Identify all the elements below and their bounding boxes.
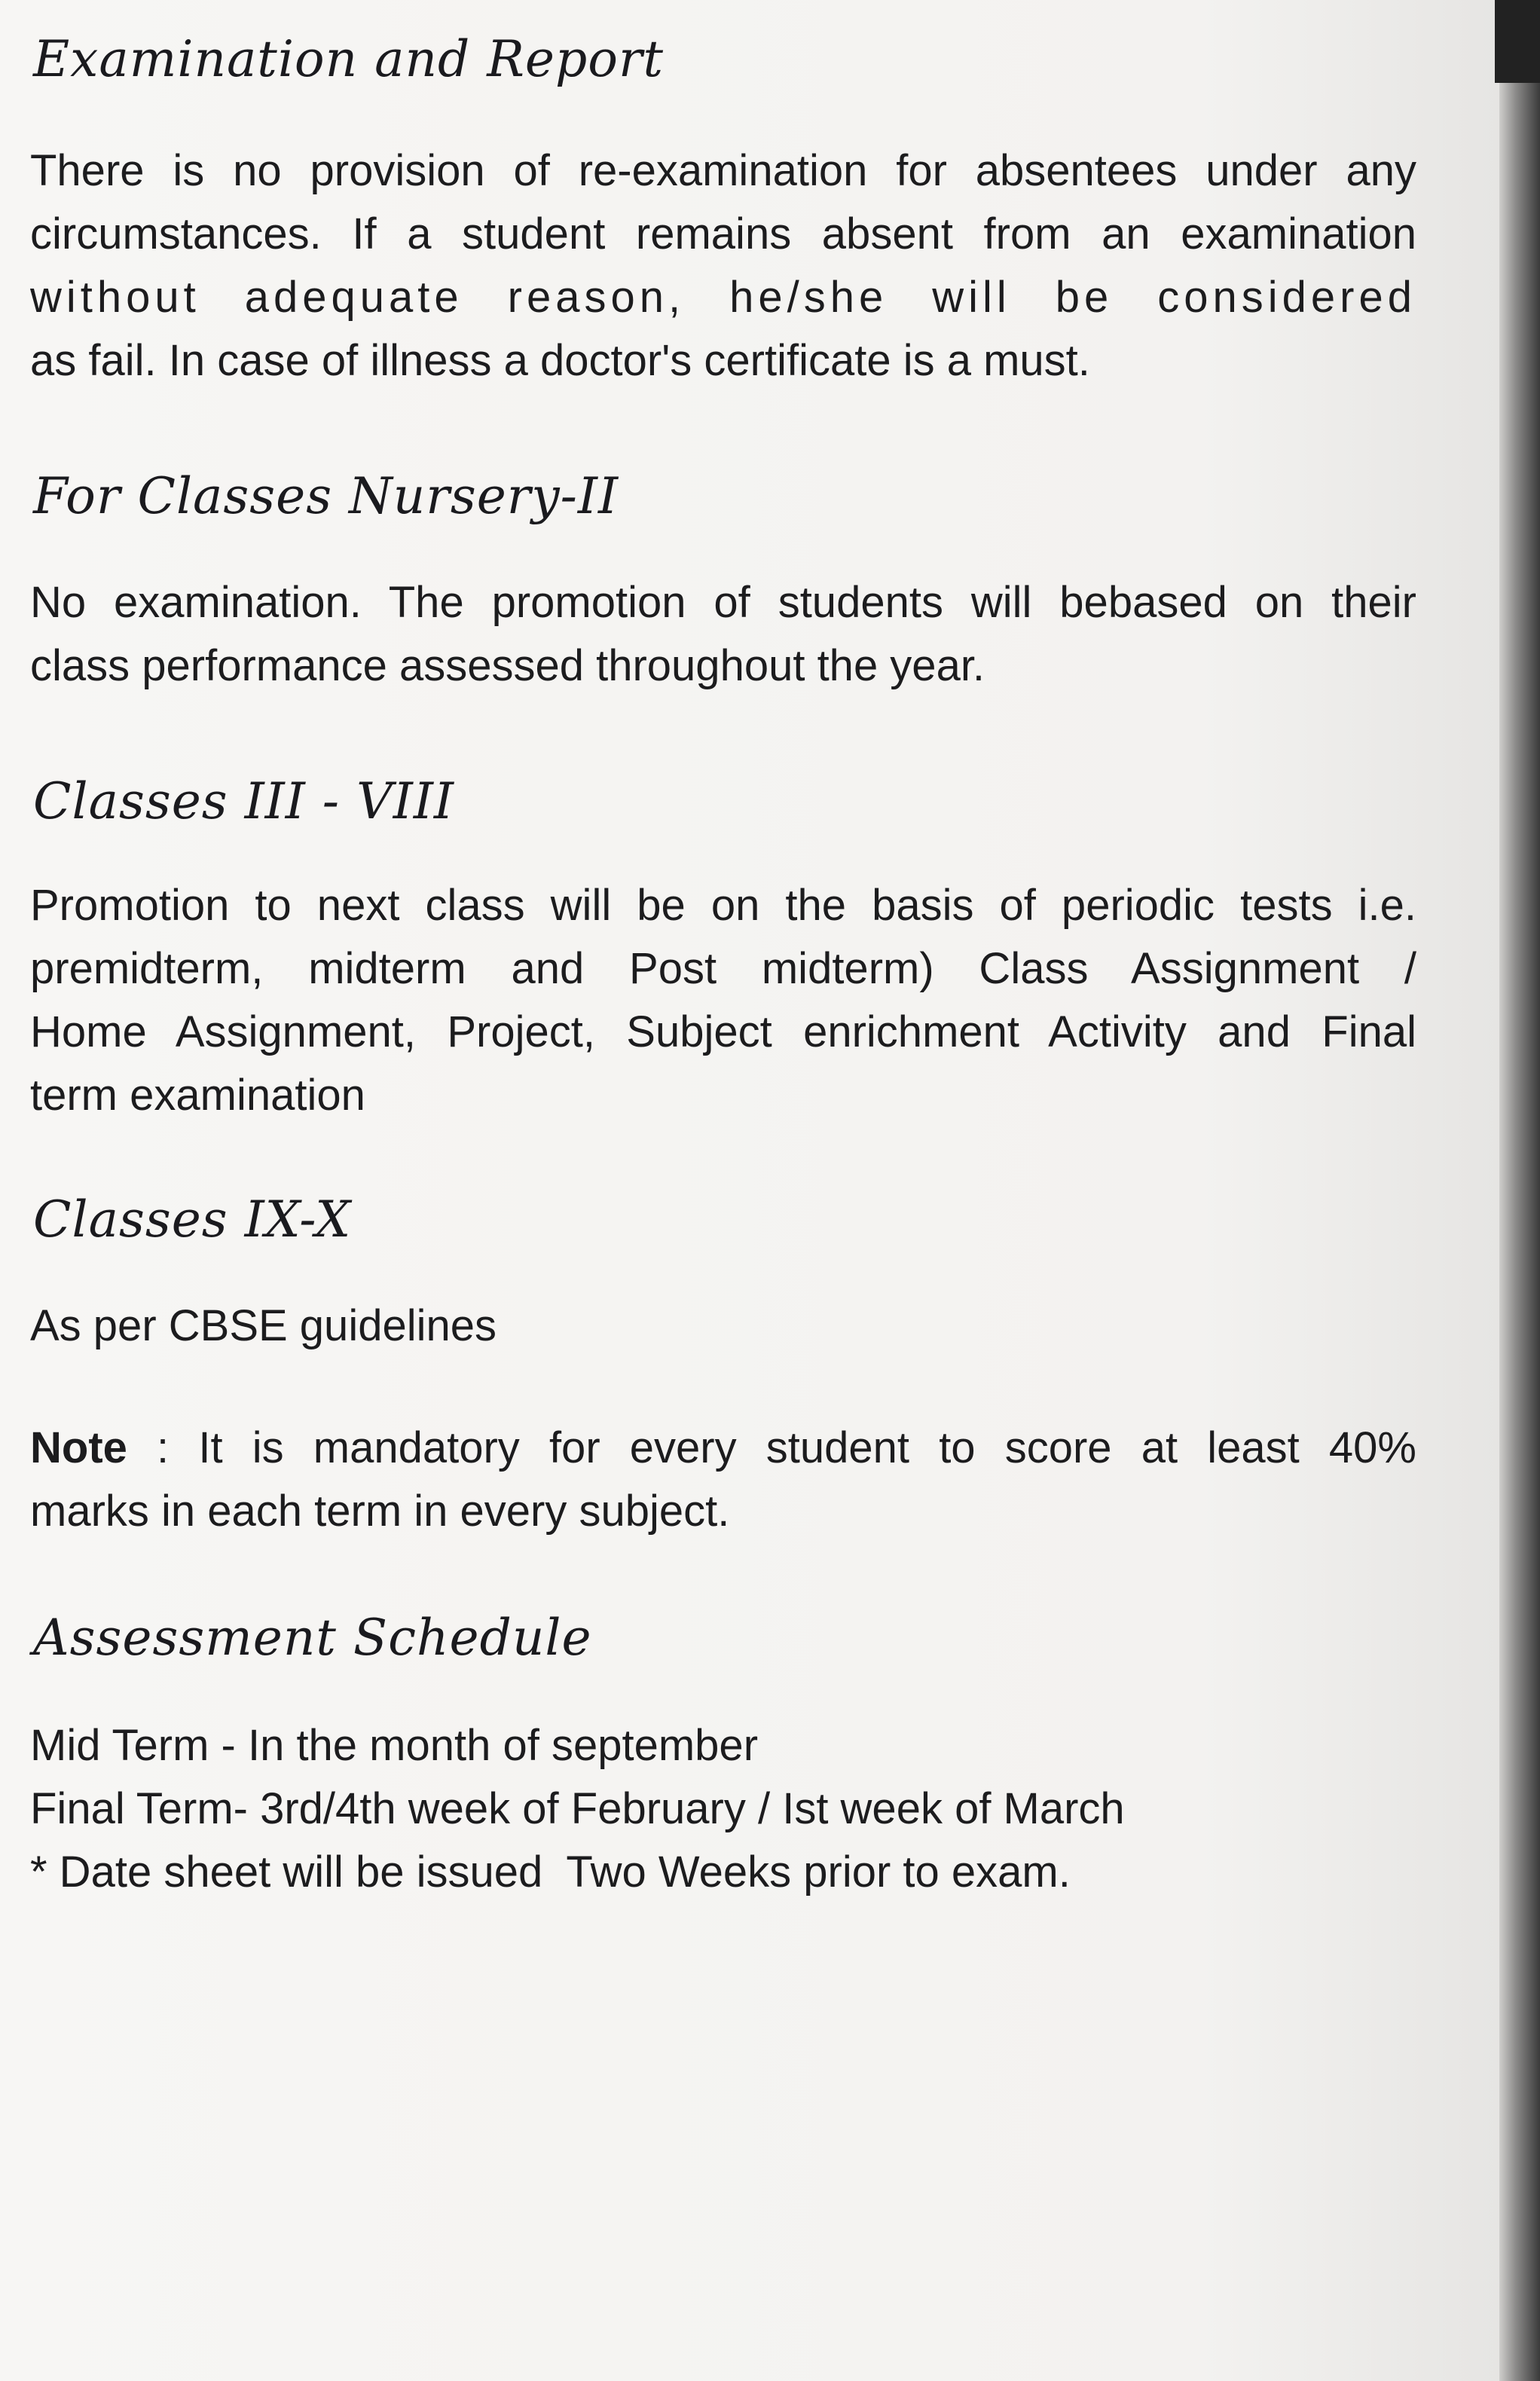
text-line: Mid Term - In the month of september bbox=[30, 1721, 759, 1770]
text-line: circumstances. If a student remains absent from an examination bbox=[30, 209, 1416, 258]
assessment-paragraph bbox=[30, 1714, 1416, 1904]
heading-classes-ix-x: Classes IX-X bbox=[33, 1190, 352, 1249]
text-line: * Date sheet will be issued Two Weeks prior to exam. bbox=[30, 1848, 1071, 1897]
text-line: Home Assignment, Project, Subject enrichment Activity and Final bbox=[30, 1007, 1416, 1056]
text-line: class performance assessed throughout the year. bbox=[30, 641, 985, 690]
book-binding-edge bbox=[1499, 0, 1540, 2381]
nursery-paragraph bbox=[30, 571, 1416, 698]
text-line: There is no provision of re-examination for absentees under any bbox=[30, 146, 1416, 195]
note-paragraph bbox=[30, 1417, 1416, 1543]
note-line bbox=[30, 1417, 1416, 1480]
heading-assessment-schedule: Assessment Schedule bbox=[33, 1609, 592, 1667]
text-line: as fail. In case of illness a doctor's certificate is a must. bbox=[30, 336, 1090, 385]
text-line: marks in each term in every subject. bbox=[30, 1487, 730, 1536]
text-line: As per CBSE guidelines bbox=[30, 1301, 497, 1350]
text-line: Promotion to next class will be on the basis of periodic tests i.e. bbox=[30, 881, 1416, 930]
classes-iii-viii-paragraph bbox=[30, 874, 1416, 1127]
heading-nursery: For Classes Nursery-II bbox=[33, 467, 619, 525]
classes-ix-x-paragraph bbox=[30, 1294, 1416, 1358]
examination-paragraph bbox=[30, 139, 1416, 393]
text-line: without adequate reason, he/she will be considered bbox=[30, 273, 1416, 322]
heading-classes-iii-viii: Classes III - VIII bbox=[33, 772, 454, 830]
note-label: Note bbox=[30, 1423, 127, 1472]
note-separator: : bbox=[127, 1423, 199, 1472]
note-text: It is mandatory for every student to score at least 40% bbox=[198, 1423, 1416, 1472]
text-line: No examination. The promotion of students will bebased on their bbox=[30, 578, 1416, 627]
text-line: premidterm, midterm and Post midterm) Class Assignment / bbox=[30, 944, 1416, 993]
heading-examination-report: Examination and Report bbox=[33, 30, 665, 88]
text-line: term examination bbox=[30, 1071, 365, 1120]
book-corner-shadow bbox=[1495, 0, 1540, 83]
text-line: Final Term- 3rd/4th week of February / Ist week of March bbox=[30, 1784, 1125, 1833]
